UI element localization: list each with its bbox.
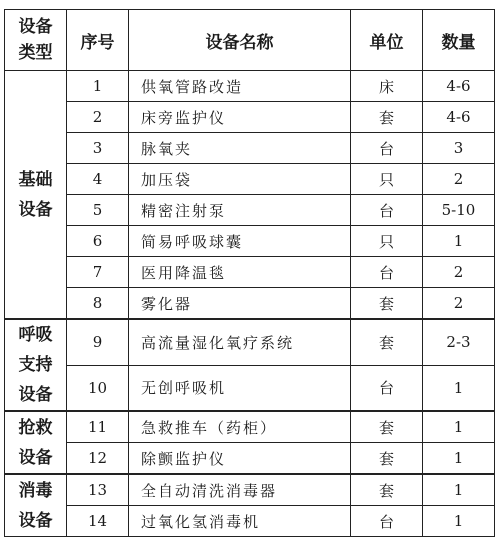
- category-line: 设备: [18, 510, 53, 531]
- row-number: 10: [67, 365, 129, 411]
- header-number: 序号: [67, 10, 129, 71]
- quantity-cell: 3: [423, 133, 495, 164]
- equipment-name: 无创呼吸机: [129, 365, 351, 411]
- equipment-name: 床旁监护仪: [129, 102, 351, 133]
- quantity-cell: 1: [423, 411, 495, 443]
- unit-cell: 床: [351, 71, 423, 102]
- table-row: [5, 71, 495, 102]
- row-number: 8: [67, 288, 129, 320]
- quantity-cell: 1: [423, 226, 495, 257]
- table-row: [5, 133, 495, 164]
- row-number: 11: [67, 411, 129, 443]
- equipment-name: 急救推车（药柜）: [129, 411, 351, 443]
- unit-cell: 套: [351, 319, 423, 365]
- quantity-cell: 2: [423, 288, 495, 320]
- unit-cell: 套: [351, 102, 423, 133]
- table-row: [5, 164, 495, 195]
- row-number: 12: [67, 443, 129, 475]
- row-number: 5: [67, 195, 129, 226]
- unit-cell: 台: [351, 195, 423, 226]
- row-number: 14: [67, 506, 129, 537]
- equipment-name: 过氧化氢消毒机: [129, 506, 351, 537]
- equipment-name: 供氧管路改造: [129, 71, 351, 102]
- table-row: [5, 226, 495, 257]
- table-row: [5, 195, 495, 226]
- unit-cell: 套: [351, 443, 423, 475]
- row-number: 3: [67, 133, 129, 164]
- equipment-table: [4, 9, 495, 537]
- table-row: [5, 506, 495, 537]
- quantity-cell: 4-6: [423, 71, 495, 102]
- quantity-cell: 2: [423, 257, 495, 288]
- quantity-cell: 2-3: [423, 319, 495, 365]
- category-line: 支持: [18, 355, 53, 375]
- table-body: [5, 71, 495, 537]
- row-number: 13: [67, 474, 129, 506]
- unit-cell: 台: [351, 365, 423, 411]
- equipment-name: 医用降温毯: [129, 257, 351, 288]
- unit-cell: 套: [351, 288, 423, 320]
- unit-cell: 台: [351, 506, 423, 537]
- header-quantity: 数量: [423, 10, 495, 71]
- category-cell: [5, 474, 67, 537]
- quantity-cell: 1: [423, 365, 495, 411]
- equipment-name: 全自动清洗消毒器: [129, 474, 351, 506]
- equipment-name: 简易呼吸球囊: [129, 226, 351, 257]
- category-line: 设备: [18, 385, 53, 405]
- quantity-cell: 1: [423, 443, 495, 475]
- row-number: 6: [67, 226, 129, 257]
- equipment-name: 高流量湿化氧疗系统: [129, 319, 351, 365]
- table-row: [5, 102, 495, 133]
- equipment-name: 脉氧夹: [129, 133, 351, 164]
- quantity-cell: 4-6: [423, 102, 495, 133]
- header-category: [5, 10, 67, 71]
- table-row: [5, 319, 495, 365]
- equipment-name: 除颤监护仪: [129, 443, 351, 475]
- table-header: [5, 10, 495, 71]
- row-number: 1: [67, 71, 129, 102]
- unit-cell: 台: [351, 133, 423, 164]
- category-line: 设备: [18, 199, 53, 220]
- unit-cell: 只: [351, 164, 423, 195]
- unit-cell: 只: [351, 226, 423, 257]
- category-line: 设备: [18, 447, 53, 468]
- equipment-name: 雾化器: [129, 288, 351, 320]
- table-row: [5, 443, 495, 475]
- header-name: 设备名称: [129, 10, 351, 71]
- category-line: 消毒: [18, 480, 53, 501]
- header-category-line2: 类型: [18, 43, 53, 63]
- category-line: 呼吸: [18, 325, 53, 345]
- row-number: 2: [67, 102, 129, 133]
- equipment-name: 加压袋: [129, 164, 351, 195]
- category-cell: [5, 71, 67, 320]
- category-cell: [5, 411, 67, 474]
- category-line: 基础: [18, 169, 53, 190]
- row-number: 7: [67, 257, 129, 288]
- category-cell: [5, 319, 67, 411]
- quantity-cell: 2: [423, 164, 495, 195]
- equipment-name: 精密注射泵: [129, 195, 351, 226]
- quantity-cell: 1: [423, 506, 495, 537]
- quantity-cell: 1: [423, 474, 495, 506]
- header-row: [5, 10, 495, 71]
- header-category-line1: 设备: [18, 17, 53, 37]
- row-number: 9: [67, 319, 129, 365]
- table-row: [5, 257, 495, 288]
- unit-cell: 台: [351, 257, 423, 288]
- header-unit: 单位: [351, 10, 423, 71]
- row-number: 4: [67, 164, 129, 195]
- unit-cell: 套: [351, 411, 423, 443]
- table-row: [5, 365, 495, 411]
- table-row: [5, 288, 495, 320]
- table-row: [5, 474, 495, 506]
- category-line: 抢救: [18, 417, 53, 438]
- quantity-cell: 5-10: [423, 195, 495, 226]
- unit-cell: 套: [351, 474, 423, 506]
- table-row: [5, 411, 495, 443]
